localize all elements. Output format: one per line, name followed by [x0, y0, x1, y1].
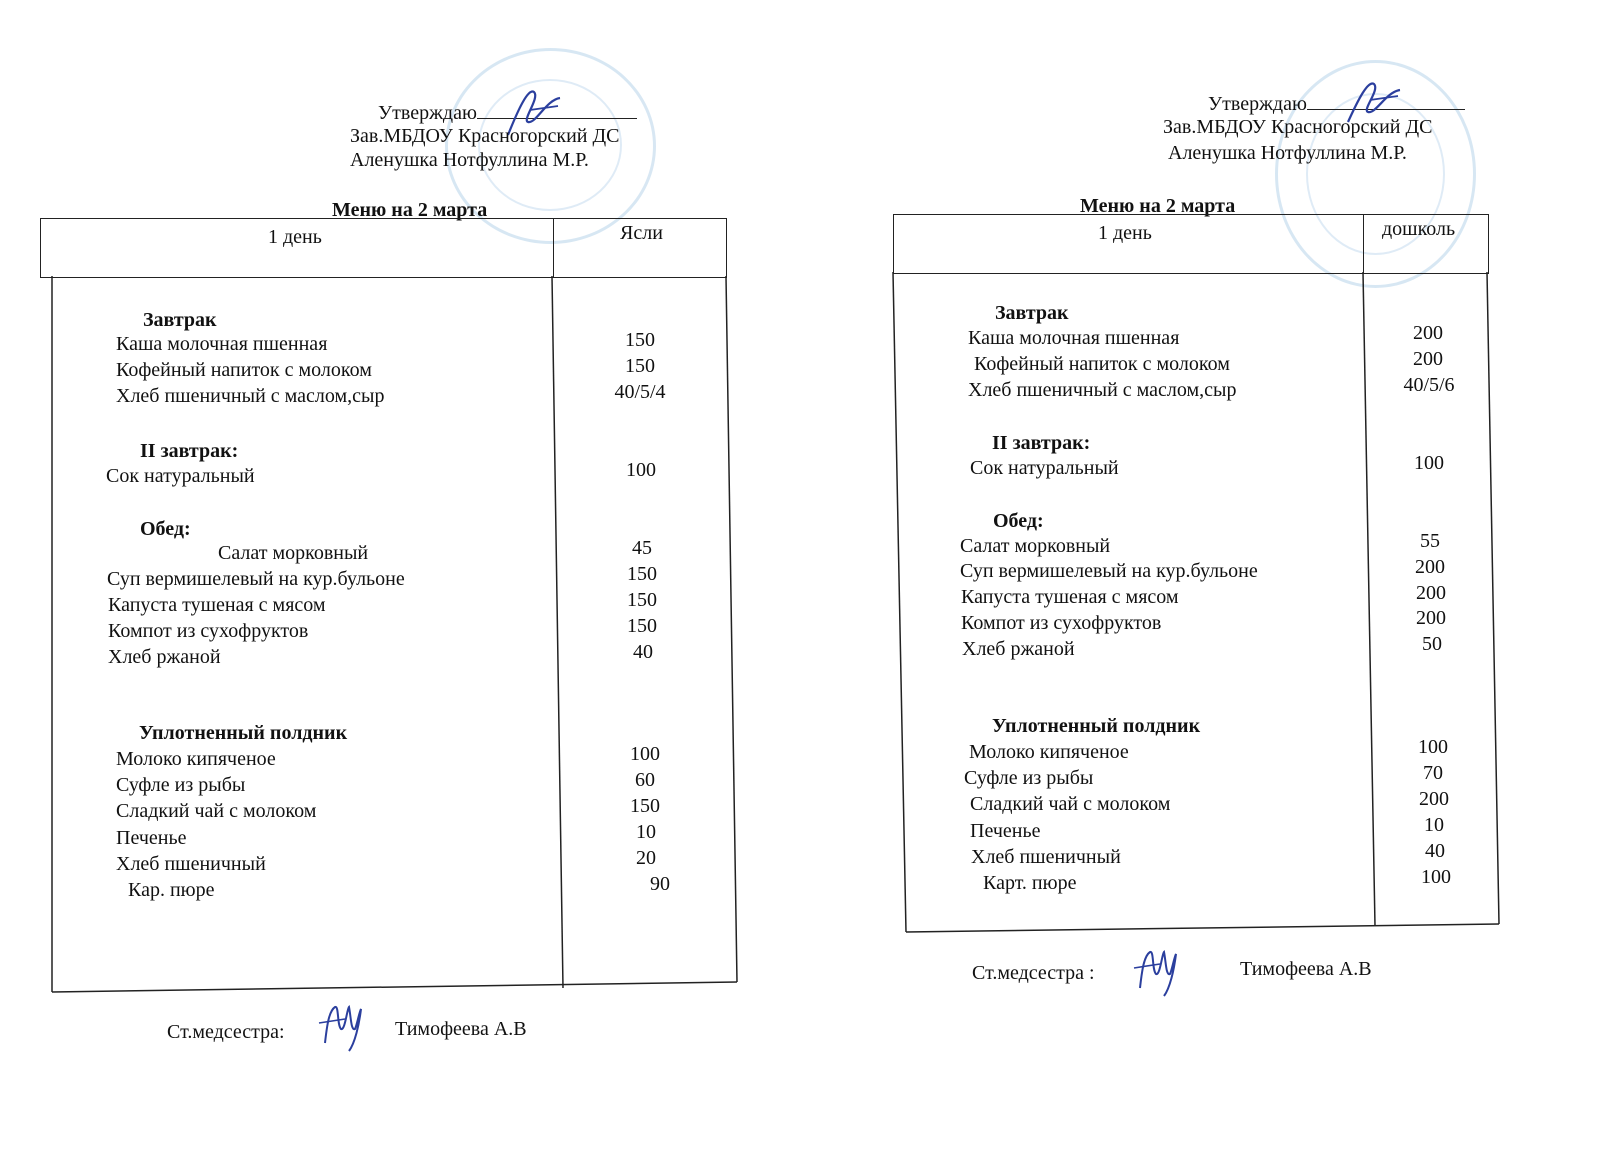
menu-value: 50: [1422, 633, 1442, 655]
menu-value: 55: [1420, 530, 1440, 552]
menu-title: Меню на 2 марта: [1080, 195, 1236, 217]
menu-item: Кофейный напиток с молоком: [974, 353, 1230, 375]
menu-value: 40/5/6: [1403, 374, 1455, 396]
right-menu-sheet: [800, 0, 1600, 1162]
approve-line3: Аленушка Нотфуллина М.Р.: [350, 149, 589, 171]
menu-title: Меню на 2 марта: [332, 199, 488, 221]
nurse-label: Ст.медсестра :: [972, 962, 1095, 984]
menu-value: 200: [1413, 348, 1443, 370]
menu-item: Хлеб пшеничный с маслом,сыр: [968, 379, 1237, 401]
menu-item: Компот из сухофруктов: [961, 612, 1162, 634]
menu-value: 150: [627, 615, 657, 637]
menu-item: Хлеб пшеничный: [971, 846, 1121, 868]
nurse-label: Ст.медсестра:: [167, 1021, 285, 1043]
nurse-name: Тимофеева А.В: [395, 1018, 527, 1040]
menu-item: Салат морковный: [960, 535, 1111, 557]
menu-item: Суп вермишелевый на кур.бульоне: [107, 568, 405, 590]
menu-value: 200: [1416, 582, 1446, 604]
section-second-breakfast: II завтрак:: [140, 440, 239, 462]
nurse-name: Тимофеева А.В: [1240, 958, 1372, 980]
section-lunch: Обед:: [993, 510, 1044, 532]
header-group: Ясли: [620, 222, 663, 244]
menu-item: Хлеб пшеничный: [116, 853, 266, 875]
approve-line3: Аленушка Нотфуллина М.Р.: [1168, 142, 1407, 164]
menu-value: 200: [1419, 788, 1449, 810]
menu-value: 200: [1413, 322, 1443, 344]
menu-value: 10: [1424, 814, 1444, 836]
menu-item: Сладкий чай с молоком: [970, 793, 1171, 815]
menu-value: 100: [630, 743, 660, 765]
menu-item: Суп вермишелевый на кур.бульоне: [960, 560, 1258, 582]
approve-line2: Зав.МБДОУ Красногорский ДС: [1163, 116, 1433, 138]
menu-item: Сок натуральный: [106, 465, 255, 487]
menu-item: Каша молочная пшенная: [116, 333, 328, 355]
approve-line2: Зав.МБДОУ Красногорский ДС: [350, 125, 620, 147]
menu-item: Каша молочная пшенная: [968, 327, 1180, 349]
menu-value: 60: [635, 769, 655, 791]
menu-item: Хлеб ржаной: [108, 646, 221, 668]
section-second-breakfast: II завтрак:: [992, 432, 1091, 454]
menu-item: Молоко кипяченое: [969, 741, 1129, 763]
menu-value: 100: [1418, 736, 1448, 758]
menu-item: Сладкий чай с молоком: [116, 800, 317, 822]
menu-item: Суфле из рыбы: [116, 774, 246, 796]
menu-value: 150: [630, 795, 660, 817]
menu-value: 40/5/4: [614, 381, 666, 403]
menu-value: 100: [1421, 866, 1451, 888]
menu-value: 150: [625, 355, 655, 377]
menu-value: 200: [1416, 607, 1446, 629]
header-group: дошколь: [1382, 218, 1456, 240]
menu-value: 40: [1425, 840, 1445, 862]
nurse-signature: [1130, 940, 1185, 1000]
menu-value: 100: [1414, 452, 1444, 474]
menu-value: 40: [633, 641, 653, 663]
menu-value: 150: [627, 589, 657, 611]
menu-value: 200: [1415, 556, 1445, 578]
menu-item: Кар. пюре: [128, 879, 215, 901]
menu-value: 90: [650, 873, 670, 895]
section-snack: Уплотненный полдник: [139, 722, 348, 744]
section-lunch: Обед:: [140, 518, 191, 540]
nurse-signature: [315, 995, 370, 1055]
menu-item: Печенье: [116, 827, 187, 849]
menu-item: Кофейный напиток с молоком: [116, 359, 372, 381]
approve-line1: [1208, 91, 1465, 116]
section-breakfast: Завтрак: [143, 309, 217, 331]
menu-item: Молоко кипяченое: [116, 748, 276, 770]
section-snack: Уплотненный полдник: [992, 715, 1201, 737]
menu-item: Салат морковный: [218, 542, 369, 564]
menu-item: Хлеб ржаной: [962, 638, 1075, 660]
menu-item: Суфле из рыбы: [964, 767, 1094, 789]
menu-item: Капуста тушеная с мясом: [108, 594, 326, 616]
approve-label: Утверждаю: [378, 102, 477, 124]
menu-item: Хлеб пшеничный с маслом,сыр: [116, 385, 385, 407]
menu-value: 20: [636, 847, 656, 869]
menu-item: Печенье: [970, 820, 1041, 842]
menu-value: 150: [625, 329, 655, 351]
header-day: 1 день: [1098, 222, 1152, 244]
menu-item: Сок натуральный: [970, 457, 1119, 479]
menu-item: Компот из сухофруктов: [108, 620, 309, 642]
header-day: 1 день: [268, 226, 322, 248]
menu-value: 70: [1423, 762, 1443, 784]
section-breakfast: Завтрак: [995, 302, 1069, 324]
menu-item: Капуста тушеная с мясом: [961, 586, 1179, 608]
menu-value: 100: [626, 459, 656, 481]
approve-label: Утверждаю: [1208, 93, 1307, 115]
menu-value: 150: [627, 563, 657, 585]
menu-value: 45: [632, 537, 652, 559]
menu-item: Карт. пюре: [983, 872, 1077, 894]
menu-value: 10: [636, 821, 656, 843]
